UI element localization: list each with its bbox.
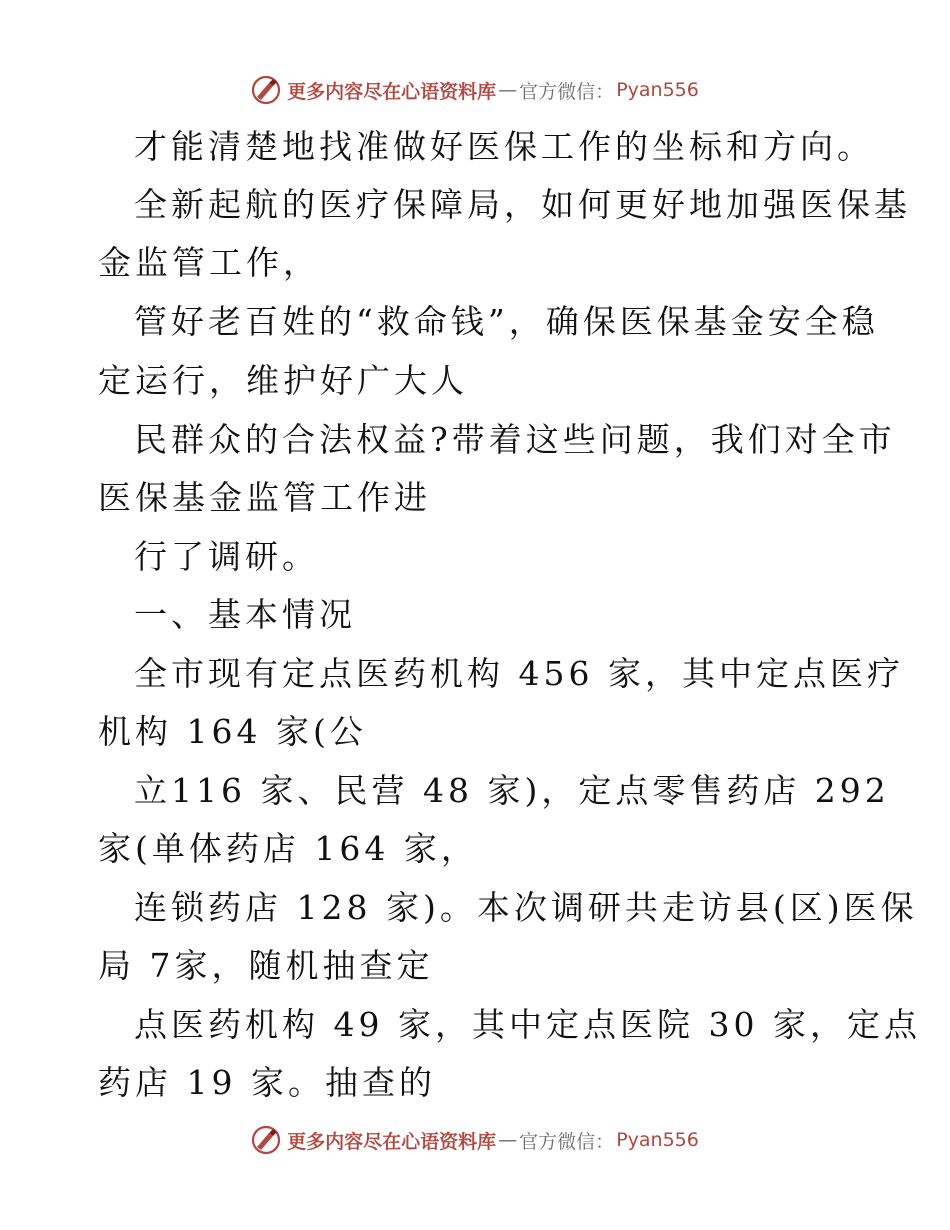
pen-logo-icon: [251, 75, 281, 105]
watermark-tagline: 更多内容尽在心语资料库: [287, 1130, 497, 1153]
pen-logo-icon: [251, 1125, 281, 1155]
section-heading: 一、基本情况: [134, 595, 356, 634]
watermark-tagline: 更多内容尽在心语资料库: [287, 80, 497, 103]
watermark-label: 官方微信：: [519, 80, 615, 103]
text-line: 行了调研。: [134, 537, 319, 576]
text-line: 医保基金监管工作进: [98, 478, 431, 517]
text-line: 管好老百姓的“救命钱”，确保医保基金安全稳: [134, 302, 879, 341]
text-line: 全新起航的医疗保障局，如何更好地加强医保基: [134, 185, 911, 224]
text-line: 立116 家、民营 48 家)，定点零售药店 292: [134, 771, 890, 810]
text-line: 点医药机构 49 家，其中定点医院 30 家，定点: [134, 1005, 921, 1044]
watermark-label: 官方微信：: [519, 1130, 615, 1153]
text-line: 药店 19 家。抽查的: [98, 1063, 436, 1102]
text-line: 局 7家，随机抽查定: [98, 946, 434, 985]
text-line: 金监管工作，: [98, 243, 320, 282]
watermark-footer: [0, 1122, 950, 1158]
watermark-separator: —: [498, 79, 518, 101]
text-line: 定运行，维护好广大人: [98, 361, 468, 400]
text-line: 民群众的合法权益?带着这些问题，我们对全市: [134, 420, 896, 459]
watermark-handle: Pyan556: [616, 1129, 699, 1151]
text-line: 家(单体药店 164 家，: [98, 829, 478, 868]
text-line: 连锁药店 128 家)。本次调研共走访县(区)医保: [134, 888, 918, 927]
text-line: 才能清楚地找准做好医保工作的坐标和方向。: [134, 127, 874, 166]
watermark-handle: Pyan556: [616, 79, 699, 101]
watermark-header: [0, 72, 950, 108]
watermark-separator: —: [498, 1129, 518, 1151]
text-line: 机构 164 家(公: [98, 712, 367, 751]
text-line: 全市现有定点医药机构 456 家，其中定点医疗: [134, 654, 904, 693]
